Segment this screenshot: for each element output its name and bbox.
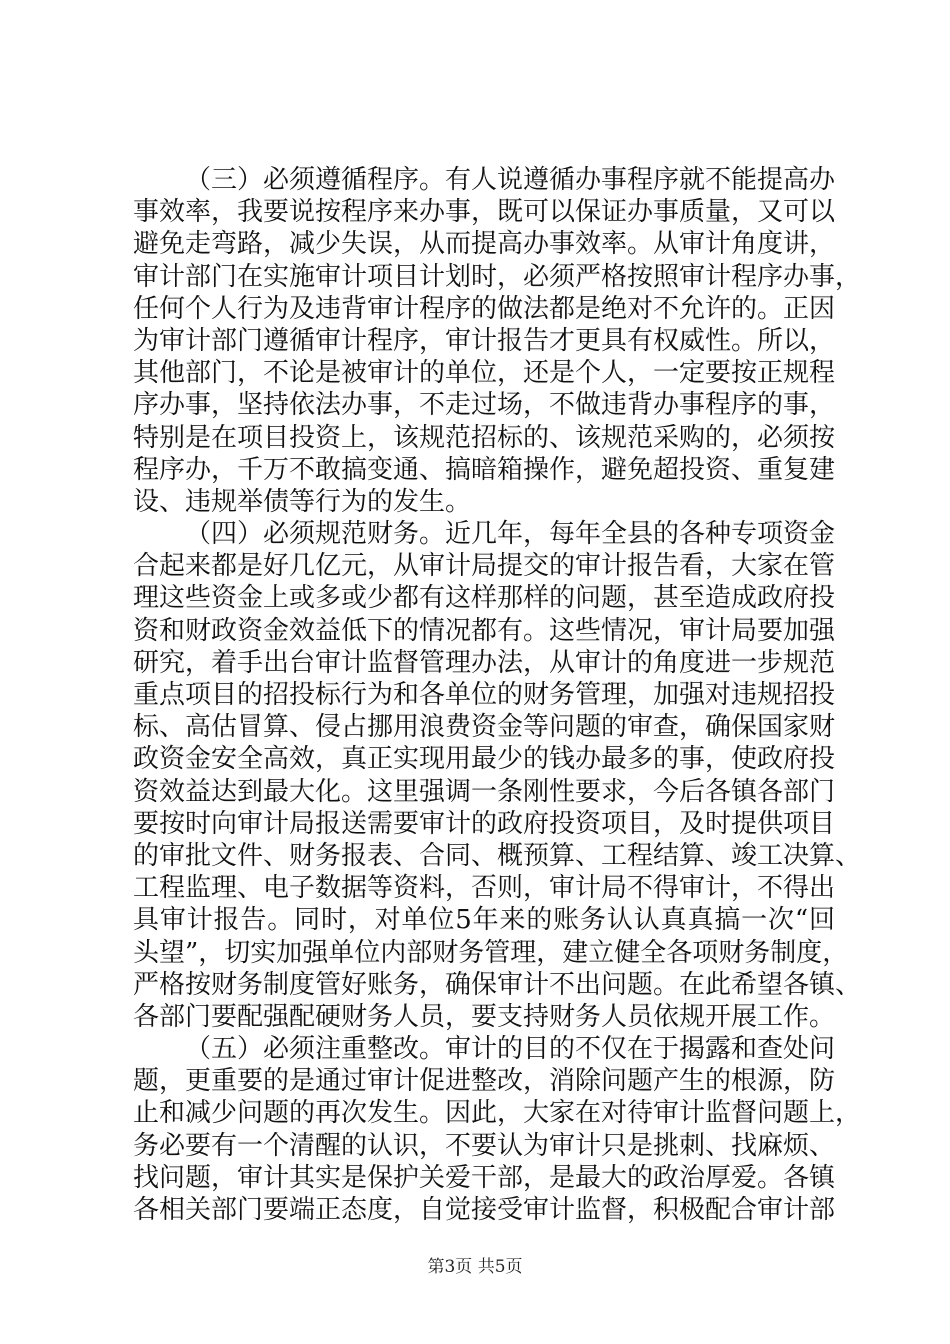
text-line: 合起来都是好几亿元，从审计局提交的审计报告看，大家在管 <box>133 551 836 582</box>
text-line: 头望”，切实加强单位内部财务管理，建立健全各项财务制度， <box>133 937 849 968</box>
text-line: 事效率，我要说按程序来办事，既可以保证办事质量，又可以 <box>133 197 836 228</box>
text-line: 要按时向审计局报送需要审计的政府投资项目，及时提供项目 <box>133 808 836 839</box>
paragraph-first-line: （四）必须规范财务。近几年，每年全县的各种专项资金 <box>185 519 836 550</box>
text-line: 各部门要配强配硬财务人员，要支持财务人员依规开展工作。 <box>133 1001 836 1032</box>
paragraph-first-line: （五）必须注重整改。审计的目的不仅在于揭露和查处问 <box>185 1034 836 1065</box>
text-line: 务必要有一个清醒的认识，不要认为审计只是挑刺、找麻烦、 <box>133 1130 836 1161</box>
text-line: 止和减少问题的再次发生。因此，大家在对待审计监督问题上， <box>133 1098 862 1129</box>
text-line: 资效益达到最大化。这里强调一条刚性要求，今后各镇各部门 <box>133 776 836 807</box>
text-line: 理这些资金上或多或少都有这样那样的问题，甚至造成政府投 <box>133 583 836 614</box>
text-line: 具审计报告。同时，对单位5年来的账务认认真真搞一次“回 <box>133 905 835 936</box>
text-line: 其他部门，不论是被审计的单位，还是个人，一定要按正规程 <box>133 358 836 389</box>
text-line: 程序办，千万不敢搞变通、搞暗箱操作，避免超投资、重复建 <box>133 454 836 485</box>
text-line: 严格按财务制度管好账务，确保审计不出问题。在此希望各镇、 <box>133 969 862 1000</box>
text-line: 各相关部门要端正态度，自觉接受审计监督，积极配合审计部 <box>133 1195 836 1225</box>
text-line: 避免走弯路，减少失误，从而提高办事效率。从审计角度讲， <box>133 229 836 260</box>
text-line: 序办事，坚持依法办事，不走过场，不做违背办事程序的事， <box>133 390 836 421</box>
text-line: 工程监理、电子数据等资料，否则，审计局不得审计，不得出 <box>133 873 836 904</box>
text-line: 为审计部门遵循审计程序，审计报告才更具有权威性。所以， <box>133 325 836 356</box>
text-line: 的审批文件、财务报表、合同、概预算、工程结算、竣工决算、 <box>133 840 862 871</box>
text-line: 找问题，审计其实是保护关爱干部，是最大的政治厚爱。各镇 <box>133 1162 836 1193</box>
page-footer: 第3页 共5页 <box>427 1257 523 1277</box>
paragraph-first-line: （三）必须遵循程序。有人说遵循办事程序就不能提高办 <box>185 165 836 195</box>
text-line: 资和财政资金效益低下的情况都有。这些情况，审计局要加强 <box>133 615 836 646</box>
text-line: 重点项目的招投标行为和各单位的财务管理，加强对违规招投 <box>133 680 836 710</box>
text-line: 政资金安全高效，真正实现用最少的钱办最多的事，使政府投 <box>133 744 836 775</box>
text-line: 标、高估冒算、侵占挪用浪费资金等问题的审查，确保国家财 <box>133 712 836 743</box>
text-line: 特别是在项目投资上，该规范招标的、该规范采购的，必须按 <box>133 422 836 453</box>
text-line: 研究，着手出台审计监督管理办法，从审计的角度进一步规范 <box>133 647 836 678</box>
body-text <box>133 164 862 1226</box>
text-line: 设、违规举债等行为的发生。 <box>133 486 472 517</box>
text-line: 审计部门在实施审计项目计划时，必须严格按照审计程序办事， <box>133 261 862 292</box>
text-line: 任何个人行为及违背审计程序的做法都是绝对不允许的。正因 <box>133 293 836 324</box>
text-line: 题，更重要的是通过审计促进整改，消除问题产生的根源，防 <box>133 1066 836 1097</box>
